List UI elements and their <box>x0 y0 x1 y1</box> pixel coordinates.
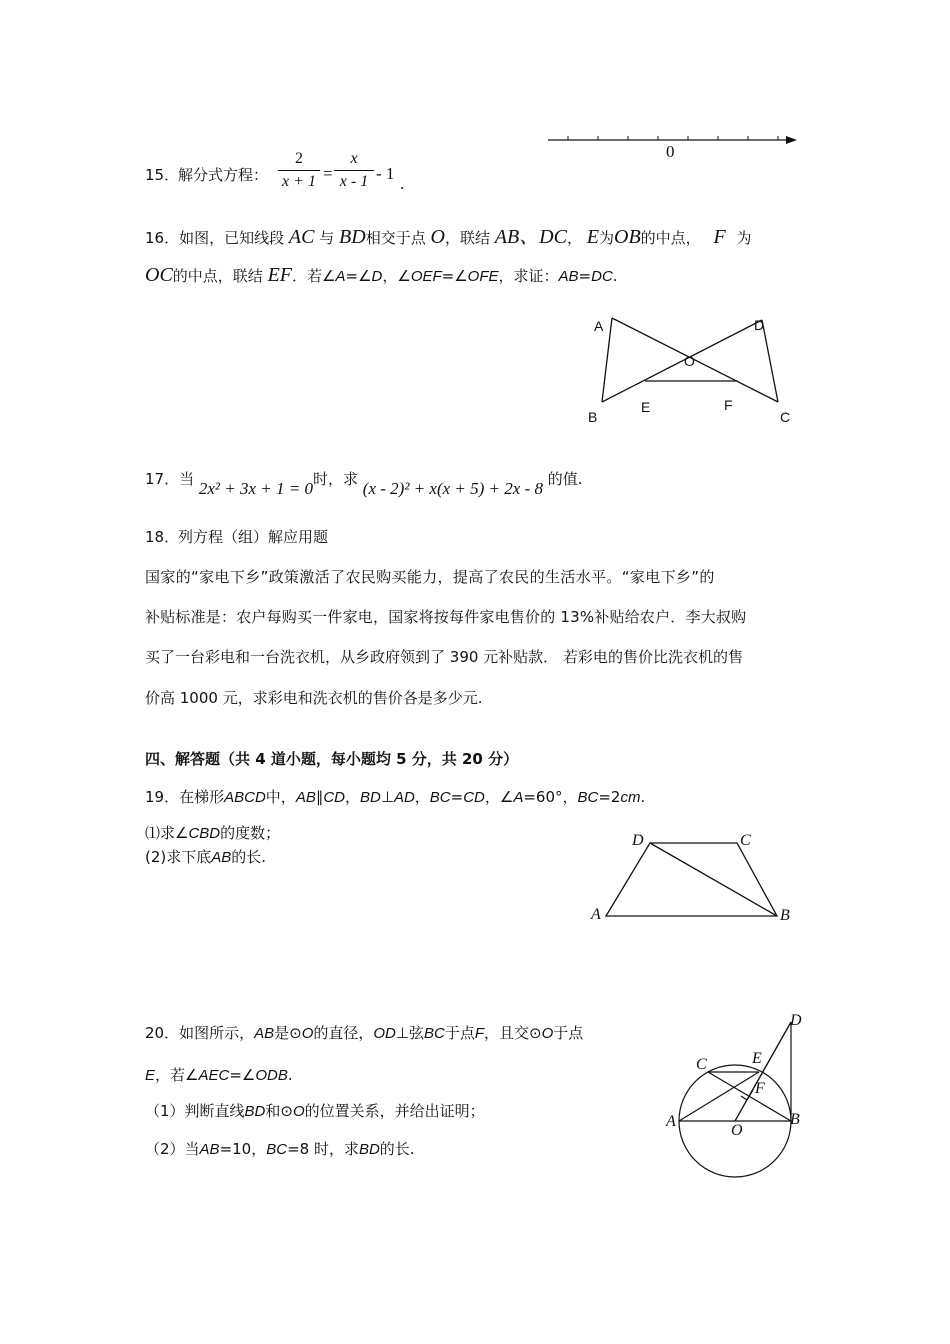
q16-math: F <box>713 226 726 248</box>
q19-text: ⊥ <box>380 788 394 806</box>
q20-number: 20． <box>145 1024 180 1042</box>
q15-equals: = <box>323 164 333 183</box>
q19-text: =60°， <box>523 788 578 806</box>
q20-text: 是⊙ <box>274 1024 302 1042</box>
q20-circle-figure <box>660 1010 820 1180</box>
q15-f1-denominator: x + 1 <box>282 173 316 190</box>
q16-italic: DC <box>591 268 613 285</box>
q20-label-B: B <box>790 1111 800 1128</box>
q20-text: ，若∠ <box>155 1066 199 1084</box>
q20-text: 的直径， <box>313 1024 374 1042</box>
q16-text: =∠ <box>441 267 468 285</box>
q19-text: ， <box>414 788 430 806</box>
q20-italic: BD <box>358 1141 380 1158</box>
q19-italic: BC <box>577 789 599 806</box>
q16-math: EF <box>267 264 293 286</box>
q20-text: =∠ <box>229 1066 256 1084</box>
q20-text: 于点 <box>553 1024 584 1042</box>
q19-text: . <box>640 788 646 806</box>
q20-label-D: D <box>790 1012 802 1029</box>
q20-text: （1）判断直线 <box>145 1102 245 1120</box>
q19-text: (2)求下底 <box>145 848 212 866</box>
q20-italic: O <box>301 1025 314 1042</box>
q17-expression-1: 2x² + 3x + 1 = 0 <box>198 479 313 498</box>
q16-text: =∠ <box>345 267 372 285</box>
q19-sub-2 <box>145 846 266 867</box>
q20-italic: BD <box>244 1103 266 1120</box>
q16-math: E <box>586 226 599 248</box>
q18-title: 列方程（组）解应用题 <box>178 528 329 546</box>
q20-italic: ODB <box>255 1067 288 1084</box>
q16-text: 相交于点 <box>365 229 426 247</box>
q20-text: . <box>287 1066 293 1084</box>
q20-italic: BC <box>423 1025 445 1042</box>
q20-italic: O <box>541 1025 554 1042</box>
q19-text: = <box>450 788 464 806</box>
q16-number: 16． <box>145 229 180 247</box>
q16-label-A: A <box>594 318 604 334</box>
q19-label-D: D <box>632 832 644 849</box>
q20-italic: O <box>292 1103 305 1120</box>
q19-sub-1 <box>145 822 280 843</box>
q20-text: =8 时，求 <box>287 1140 359 1158</box>
q20-sub-1 <box>145 1100 485 1121</box>
q20-text: 的位置关系，并给出证明； <box>304 1102 485 1120</box>
q16-text: 与 <box>319 229 335 247</box>
q20-label-A: A <box>666 1113 676 1130</box>
q19-text: ⑴求∠ <box>145 824 189 842</box>
q19-italic: AD <box>393 789 415 806</box>
q19-italic: CD <box>323 789 345 806</box>
q19-italic: CBD <box>188 825 221 842</box>
q16-text: 为 <box>598 229 614 247</box>
q19-italic: AB <box>295 789 316 806</box>
q20-text: ，且交⊙ <box>484 1024 542 1042</box>
q16-text: ，求证： <box>498 267 559 285</box>
q19-italic: AB <box>211 849 232 866</box>
q20-italic: AB <box>254 1025 275 1042</box>
q15-f2-denominator: x - 1 <box>339 173 369 190</box>
q20-italic: E <box>145 1067 156 1084</box>
q17-text: 的值. <box>547 470 583 488</box>
q19-italic: BD <box>360 789 381 806</box>
q16-math: BD <box>339 226 366 248</box>
q20-italic: F <box>474 1025 484 1042</box>
q16-text: 的中点， <box>640 229 701 247</box>
q19-italic: BC <box>429 789 451 806</box>
q19-text: ， <box>345 788 361 806</box>
q16-math: OB <box>614 226 641 248</box>
q18-number: 18． <box>145 528 180 546</box>
q20-text: =10， <box>219 1140 267 1158</box>
q15-number: 15． <box>145 166 180 184</box>
q16-text: 为 <box>736 229 752 247</box>
q20-line-2 <box>145 1064 293 1085</box>
q20-label-F: F <box>755 1080 765 1097</box>
q19-text: 的度数； <box>220 824 281 842</box>
q16-italic: AB <box>558 268 579 285</box>
q16-math: O <box>430 226 445 248</box>
q18-line-2: 补贴标准是：农户每购买一件家电，国家将按每件家电售价的 13%补贴给农户．李大叔购 <box>145 608 747 626</box>
q17-text: 时，求 <box>313 470 359 488</box>
q20-label-O: O <box>731 1122 743 1139</box>
q16-text: ．若∠ <box>292 267 336 285</box>
q16-label-F: F <box>724 397 733 413</box>
q16-label-E: E <box>641 399 651 415</box>
q18-line-3: 买了一台彩电和一台洗衣机，从乡政府领到了 390 元补贴款． 若彩电的售价比洗衣机的售 <box>145 648 743 666</box>
q17-text: 当 <box>179 470 195 488</box>
q19-text: ，∠ <box>484 788 514 806</box>
q15-fraction-1 <box>278 150 320 191</box>
q20-text: ⊥弦 <box>395 1024 424 1042</box>
q20-text: （2）当 <box>145 1140 200 1158</box>
q20-text: 的长. <box>379 1140 415 1158</box>
q19-text: 的长. <box>231 848 267 866</box>
q16-text: = <box>578 267 592 285</box>
q16-text: ， <box>566 229 582 247</box>
q20-sub-2 <box>145 1138 415 1159</box>
q16-math: AC <box>288 226 315 248</box>
q16-label-D: D <box>754 317 765 333</box>
q16-italic: OFE <box>467 268 499 285</box>
number-line-zero-label: 0 <box>666 142 675 161</box>
q16-italic: A <box>335 268 346 285</box>
q19-italic: ABCD <box>224 789 266 806</box>
q15-end: . <box>400 174 405 193</box>
q16-label-B: B <box>588 409 598 425</box>
q16-label-C: C <box>780 409 791 425</box>
q20-line-1 <box>145 1022 583 1043</box>
q15-tail: - 1 <box>376 164 395 183</box>
q19-italic: cm <box>620 789 641 806</box>
q16-text: ，∠ <box>382 267 411 285</box>
q16-text: 的中点，联结 <box>172 267 263 285</box>
q15-fraction-2 <box>334 150 374 191</box>
q20-text: 和⊙ <box>265 1102 293 1120</box>
q15-text: 解分式方程： <box>178 166 269 184</box>
q20-label-C: C <box>696 1056 707 1073</box>
q20-text: 如图所示， <box>179 1024 255 1042</box>
q19-label-B: B <box>780 907 790 924</box>
q19-number: 19． <box>145 788 180 806</box>
q20-italic: AEC <box>198 1067 230 1084</box>
q19-label-C: C <box>740 832 751 849</box>
q16-line-2 <box>145 264 618 287</box>
q17-expression-2: (x - 2)² + x(x + 5) + 2x - 8 <box>362 479 543 498</box>
q19-text: 在梯形 <box>179 788 225 806</box>
q17-number: 17． <box>145 470 180 488</box>
q16-text: ，联结 <box>444 229 490 247</box>
q20-label-E: E <box>752 1050 762 1067</box>
q18-line-4: 价高 1000 元，求彩电和洗衣机的售价各是多少元. <box>145 689 483 707</box>
q19-text: ∥ <box>315 788 324 806</box>
q16-label-O: O <box>684 353 695 369</box>
q19-trapezoid-figure <box>600 838 790 920</box>
question-17 <box>145 468 583 498</box>
q19-text: =2 <box>598 788 621 806</box>
q16-italic: OEF <box>410 268 442 285</box>
q19-italic: A <box>513 789 524 806</box>
q20-italic: AB <box>199 1141 220 1158</box>
q16-math: OC <box>145 264 173 286</box>
q16-text: 如图，已知线段 <box>179 229 285 247</box>
q19-italic: CD <box>463 789 485 806</box>
section-4-title: 四、解答题（共 4 道小题，每小题均 5 分，共 20 分） <box>145 750 519 768</box>
q18-line-1: 国家的“家电下乡”政策激活了农民购买能力，提高了农民的生活水平。“家电下乡”的 <box>145 568 715 586</box>
q16-italic: D <box>371 268 383 285</box>
q16-math: AB、DC <box>494 226 567 248</box>
q20-text: 于点 <box>444 1024 475 1042</box>
q15-f1-numerator: 2 <box>295 150 303 167</box>
q20-italic: OD <box>373 1025 396 1042</box>
q15-f2-numerator: x <box>350 150 358 167</box>
q19-label-A: A <box>591 906 601 923</box>
q16-text: . <box>612 267 618 285</box>
q20-italic: BC <box>266 1141 288 1158</box>
q19-line-1 <box>145 786 645 807</box>
q19-text: 中， <box>265 788 296 806</box>
q16-line-1 <box>145 220 751 249</box>
